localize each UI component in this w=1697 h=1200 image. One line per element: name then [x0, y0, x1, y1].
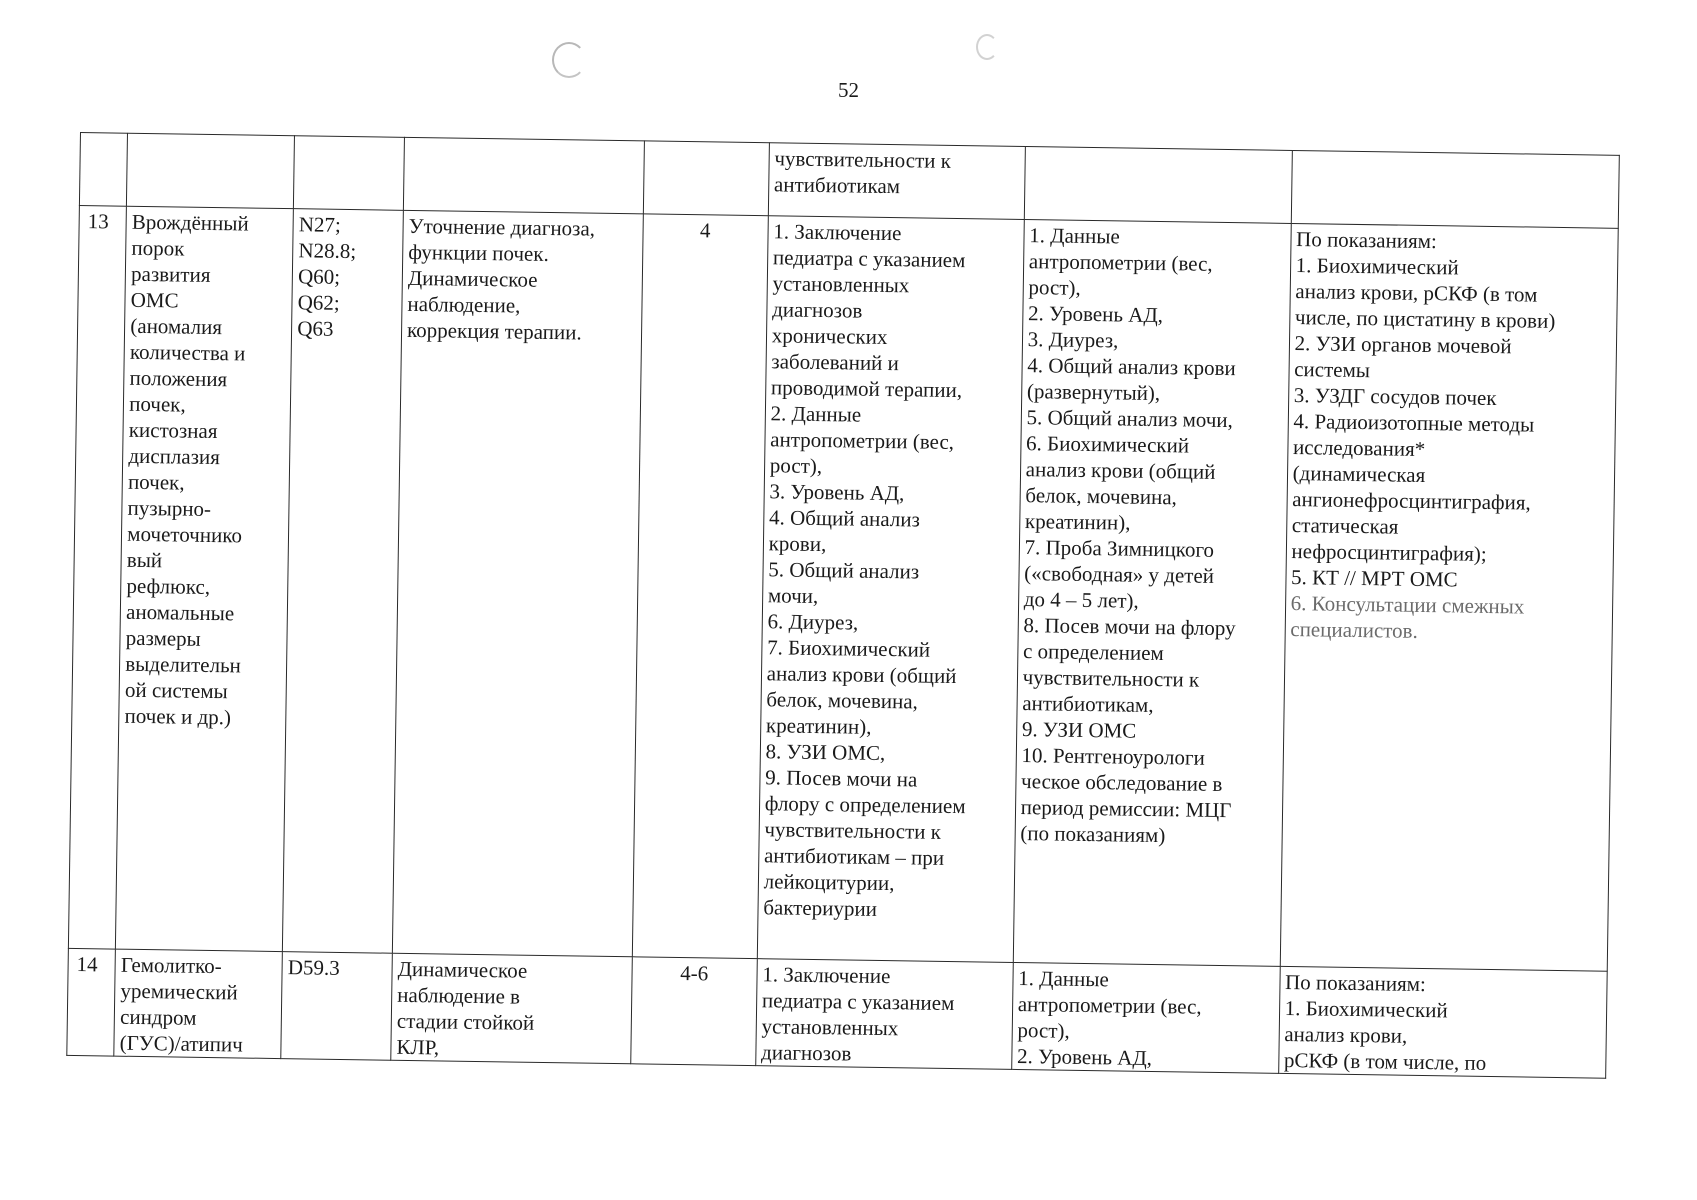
additional-by-indication: По показаниям: 1. Биохимический анализ крови, рСКФ (в том числе, по	[1278, 966, 1607, 1078]
dispensary-table	[66, 132, 1620, 1079]
icd-codes: N27; N28.8; Q60; Q62; Q63	[283, 209, 404, 954]
row-number: 13	[68, 205, 126, 949]
table-cell	[768, 143, 1025, 220]
scan-mark	[552, 42, 586, 78]
table-cell	[79, 133, 127, 207]
table-row	[68, 205, 1618, 971]
diagnosis-name: Гемолитко- уремический синдром (ГУС)/атипич	[114, 949, 283, 1058]
additional-by-indication: По показаниям: 1. Биохимический анализ крови, рСКФ (в том числе, по цистатину в крови) 2. УЗИ органов мочевой системы 3. УЗДГ сосудов почек 4. Радиоизотопные методы исследования* (динамическая ангионефросцинтиграфия, статическая нефросцинтиграфия); 5. КТ // МРТ ОМС 6. Консультации смежных специалистов.	[1280, 223, 1618, 971]
table-row	[67, 948, 1607, 1078]
diagnosis-name: Врождённый порок развития ОМС (аномалия количества и положения почек, кистозная дисплазия почек, пузырно- мочеточнико вый рефлюкс, аномальные размеры выделительн ой системы почек и др.)	[116, 206, 294, 951]
table-cell	[1291, 150, 1619, 228]
control-indicators: 1. Данные антропометрии (вес, рост), 2. Уровень АД, 3. Диурез, 4. Общий анализ крови (развернутый), 5. Общий анализ мочи, 6. Биохимический анализ крови (общий белок, мочевина, креатинин), 7. Проба Зимницкого («свободная» у детей до 4 – 5 лет), 8. Посев мочи на флору с определением чувствительности к антибиотикам, 9. УЗИ ОМС 10. Рентгеноурологи ческое обследование в период ремиссии: МЦГ (по показаниям)	[1013, 220, 1291, 967]
control-indicators: 1. Данные антропометрии (вес, рост), 2. Уровень АД,	[1011, 962, 1279, 1073]
observation-goals: Динамическое наблюдение в стадии стойкой КЛР,	[391, 953, 632, 1064]
table-cell	[127, 133, 295, 208]
table-cell	[403, 137, 644, 214]
icd-codes: D59.3	[281, 952, 392, 1061]
row-number: 14	[67, 948, 116, 1056]
table-cell	[1024, 147, 1292, 224]
visit-frequency: 4	[632, 214, 768, 959]
table-cell	[643, 141, 769, 216]
mandatory-data: 1. Заключение педиатра с указанием установленных диагнозов	[755, 959, 1012, 1070]
cell-line: антибиотикам	[773, 172, 901, 199]
visit-frequency: 4-6	[630, 957, 757, 1066]
page-number: 52	[838, 78, 859, 102]
table-cell	[294, 136, 405, 211]
mandatory-data: 1. Заключение педиатра с указанием установленных диагнозов хронических заболеваний и проводимой терапии, 2. Данные антропометрии (вес, рост), 3. Уровень АД, 4. Общий анализ крови, 5. Общий анализ мочи, 6. Диурез, 7. Биохимический анализ крови (общий белок, мочевина, креатинин), 8. УЗИ ОМС, 9. Посев мочи на флору с определением чувствительности к антибиотикам – при лейкоцитурии, бактериурии	[757, 216, 1024, 963]
observation-goals: Уточнение диагноза, функции почек. Динамическое наблюдение, коррекция терапии.	[392, 210, 642, 956]
scan-mark	[976, 34, 998, 60]
cell-line: чувствительности к	[774, 146, 952, 173]
document-sheet	[66, 132, 1620, 1079]
